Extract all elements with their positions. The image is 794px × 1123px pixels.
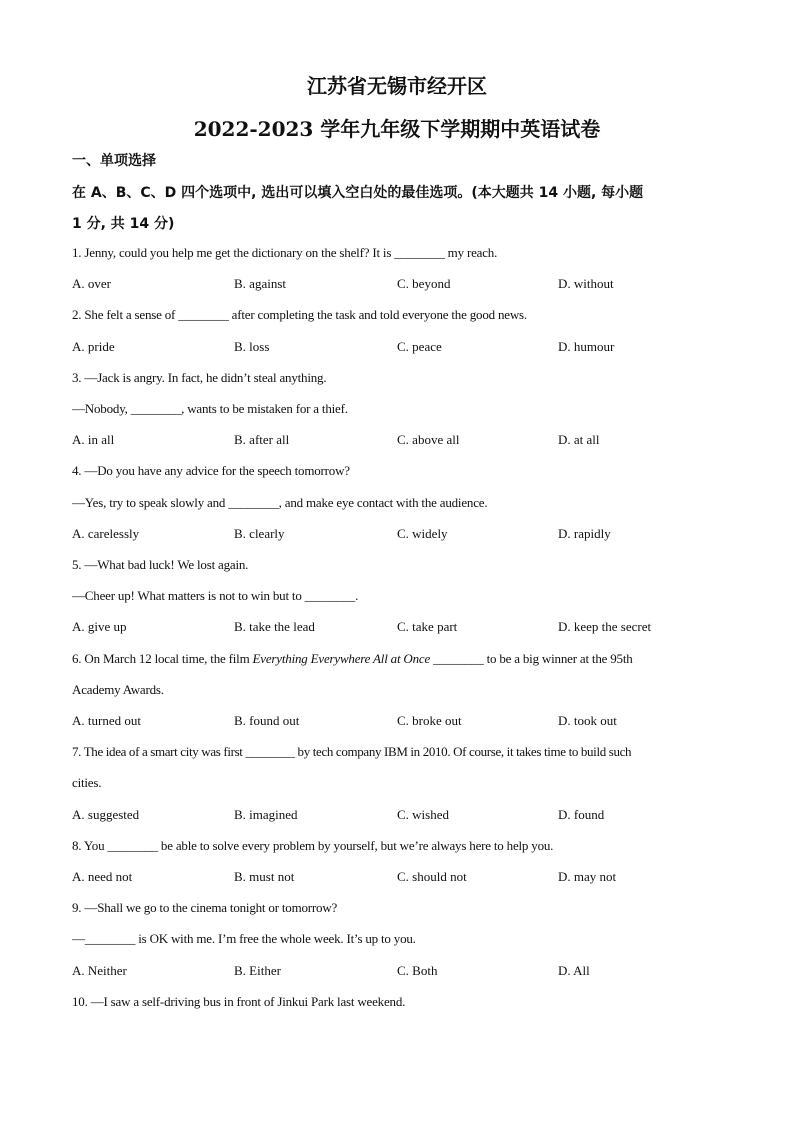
instructions-line-2: 1 分, 共 14 分) (72, 216, 175, 232)
question-2-option-a: A. pride (72, 339, 115, 354)
question-3-option-b: B. after all (234, 432, 290, 447)
question-8-option-b: B. must not (234, 869, 295, 884)
question-5-line-2: —Cheer up! What matters is not to win but to ________. (72, 588, 359, 603)
question-8-option-a: A. need not (72, 869, 133, 884)
question-7-option-b: B. imagined (234, 807, 298, 822)
question-3-option-c: C. above all (397, 432, 460, 447)
question-5-option-b: B. take the lead (234, 619, 315, 634)
question-8-option-d: D. may not (558, 869, 617, 884)
school-title: 江苏省无锡市经开区 (307, 74, 487, 98)
question-1-option-d: D. without (558, 276, 614, 291)
question-8-text: 8. You ________ be able to solve every problem by yourself, but we’re always here to help you. (72, 838, 554, 853)
exam-title: 2022-2023 学年九年级下学期期中英语试卷 (193, 117, 601, 141)
question-7-option-d: D. found (558, 807, 605, 822)
question-9-option-b: B. Either (234, 963, 281, 978)
question-9-option-c: C. Both (397, 963, 438, 978)
question-5-line-1: 5. —What bad luck! We lost again. (72, 557, 249, 572)
question-4-option-d: D. rapidly (558, 526, 611, 541)
question-9-line-1: 9. —Shall we go to the cinema tonight or tomorrow? (72, 900, 338, 915)
question-6-text-start: 6. On March 12 local time, the film (72, 651, 253, 666)
question-1-option-a: A. over (72, 276, 111, 291)
question-7-option-a: A. suggested (72, 807, 140, 822)
question-7-line-2: cities. (72, 775, 102, 790)
question-6-option-a: A. turned out (72, 713, 141, 728)
question-7-line-1: 7. The idea of a smart city was first ________ by tech company IBM in 2010. Of course, it takes time to build such (72, 744, 632, 759)
question-3-option-a: A. in all (72, 432, 115, 447)
question-4-line-2: —Yes, try to speak slowly and ________, and make eye contact with the audience. (72, 495, 488, 510)
question-2-option-c: C. peace (397, 339, 442, 354)
question-10-line-1: 10. —I saw a self-driving bus in front of Jinkui Park last weekend. (72, 994, 406, 1009)
question-6-line-1 (72, 651, 732, 667)
question-9-line-2: —________ is OK with me. I’m free the whole week. It’s up to you. (72, 931, 416, 946)
question-8-option-c: C. should not (397, 869, 467, 884)
question-5-option-a: A. give up (72, 619, 127, 634)
question-1-option-c: C. beyond (397, 276, 451, 291)
section-heading: 一、单项选择 (72, 153, 156, 169)
question-6-option-b: B. found out (234, 713, 300, 728)
question-6-text-end: ________ to be a big winner at the 95th (430, 651, 633, 666)
question-9-option-d: D. All (558, 963, 590, 978)
instructions-line-1: 在 A、B、C、D 四个选项中, 选出可以填入空白处的最佳选项。(本大题共 14 小题, 每小题 (72, 185, 644, 201)
question-7-option-c: C. wished (397, 807, 449, 822)
question-4-line-1: 4. —Do you have any advice for the speech tomorrow? (72, 463, 350, 478)
question-1-text: 1. Jenny, could you help me get the dictionary on the shelf? It is ________ my reach. (72, 245, 498, 260)
question-6-line-2: Academy Awards. (72, 682, 164, 697)
question-9-option-a: A. Neither (72, 963, 127, 978)
question-3-option-d: D. at all (558, 432, 600, 447)
question-4-option-b: B. clearly (234, 526, 285, 541)
question-6-film-title: Everything Everywhere All at Once (252, 651, 431, 666)
question-2-text: 2. She felt a sense of ________ after completing the task and told everyone the good news. (72, 307, 527, 322)
question-1-option-b: B. against (234, 276, 286, 291)
question-3-line-2: —Nobody, ________, wants to be mistaken for a thief. (72, 401, 348, 416)
question-4-option-c: C. widely (397, 526, 448, 541)
question-4-option-a: A. carelessly (72, 526, 140, 541)
question-5-option-c: C. take part (397, 619, 458, 634)
question-5-option-d: D. keep the secret (558, 619, 652, 634)
question-2-option-b: B. loss (234, 339, 270, 354)
question-3-line-1: 3. —Jack is angry. In fact, he didn’t steal anything. (72, 370, 327, 385)
question-2-option-d: D. humour (558, 339, 615, 354)
question-6-option-c: C. broke out (397, 713, 462, 728)
question-6-option-d: D. took out (558, 713, 617, 728)
